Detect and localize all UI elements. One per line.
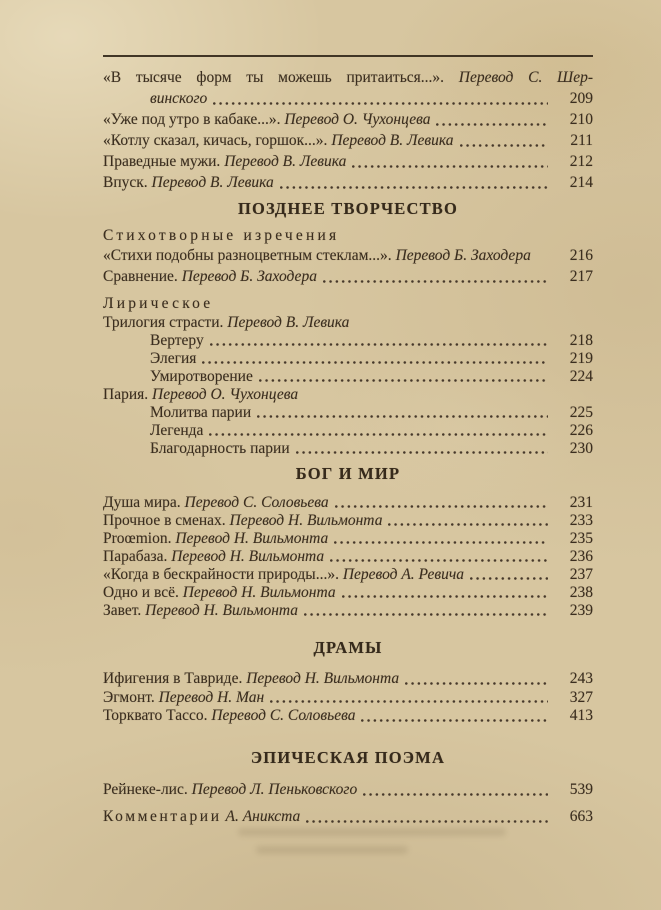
- toc-entry-commentary: [103, 807, 593, 827]
- entry-translator: Перевод О. Чухонцева: [152, 386, 299, 403]
- toc-entry: [103, 246, 593, 267]
- entry-translator: Перевод В. Левика: [224, 153, 347, 170]
- entry-page-number: 539: [569, 780, 593, 798]
- entry-translator: Перевод В. Левика: [151, 174, 274, 191]
- leader-dots: [330, 559, 548, 562]
- subsection-entries: [103, 246, 593, 287]
- entry-page-number: 210: [569, 111, 593, 128]
- leader-dots: [388, 523, 548, 526]
- entry-title: Комментарии: [103, 807, 222, 825]
- subsection-heading: Стихотворные изречения: [103, 227, 340, 244]
- entry-translator: Перевод Н. Вильмонта: [229, 512, 383, 529]
- entry-title: Вертеру: [150, 332, 204, 349]
- leader-dots: [257, 415, 548, 418]
- entry-title: Элегия: [150, 350, 197, 367]
- leader-dots: [334, 541, 548, 544]
- table-of-contents: [103, 55, 593, 827]
- section-heading: ДРАМЫ: [313, 638, 383, 657]
- leader-dots: [363, 793, 548, 796]
- entry-title: Трилогия страсти.: [103, 314, 224, 331]
- entry-translator: Перевод С. Соловьева: [184, 494, 329, 511]
- entry-title: Торквато Тассо.: [103, 707, 208, 724]
- entry-page-number: 219: [569, 350, 593, 367]
- entry-translator: Перевод Н. Вильмонта: [175, 530, 329, 547]
- entry-page-number: 224: [569, 368, 593, 385]
- toc-entry: [103, 440, 593, 458]
- toc-entry: [103, 512, 593, 530]
- toc-entry: [103, 109, 593, 130]
- entry-page-number: 216: [569, 247, 593, 264]
- entry-page-number: 214: [569, 174, 593, 191]
- entry-page-number: 327: [569, 688, 593, 706]
- entry-title: винского: [150, 90, 208, 107]
- toc-entry: [103, 368, 593, 386]
- leader-dots: [460, 144, 549, 147]
- leader-dots: [280, 186, 548, 189]
- toc-entry: [103, 422, 593, 440]
- entry-title: Прочное в сменах.: [103, 512, 226, 529]
- entry-translator: Перевод С. Шер-: [458, 69, 593, 86]
- leader-dots: [361, 719, 548, 722]
- entry-page-number: 226: [569, 422, 593, 439]
- entry-title: Молитва парии: [150, 404, 252, 421]
- entry-title: «Стихи подобны разноцветным стеклам...».: [103, 247, 392, 264]
- entry-translator: Перевод В. Левика: [227, 314, 350, 331]
- entry-translator: Перевод А. Ревича: [342, 566, 464, 583]
- toc-entry: [103, 707, 593, 726]
- entry-title: «В тысяче форм ты можешь притаиться...».: [103, 69, 445, 86]
- entry-title: Ифигения в Тавриде.: [103, 670, 243, 687]
- entry-page-number: 217: [569, 267, 593, 285]
- entry-title: Благодарность парии: [150, 440, 290, 457]
- toc-section-epic-poem: [103, 748, 593, 827]
- toc-entry: [103, 404, 593, 422]
- leader-dots: [352, 165, 548, 168]
- toc-entry: [103, 548, 593, 566]
- leader-dots: [296, 451, 548, 454]
- entry-translator: Перевод Н. Вильмонта: [246, 670, 400, 687]
- subsection-heading: Лирическое: [103, 295, 214, 312]
- toc-entry: [103, 151, 593, 172]
- entry-title: Легенда: [150, 422, 204, 439]
- entry-page-number: 243: [569, 670, 593, 687]
- leader-dots: [323, 280, 548, 283]
- toc-section-late-works: [103, 199, 593, 458]
- leader-dots: [342, 595, 548, 598]
- entry-translator: Перевод В. Левика: [331, 132, 454, 149]
- leader-dots: [304, 613, 548, 616]
- toc-entry: [103, 314, 593, 332]
- entry-page-number: 218: [569, 332, 593, 349]
- toc-section-god-and-world: [103, 464, 593, 620]
- entry-page-number: 233: [569, 512, 593, 529]
- entry-title: Эгмонт.: [103, 688, 155, 706]
- leader-dots: [270, 700, 548, 703]
- entry-translator: Перевод С. Соловьева: [211, 707, 356, 724]
- subsection-entries: [103, 314, 593, 458]
- entry-translator: Перевод Н. Вильмонта: [182, 584, 336, 601]
- toc-entry: [103, 530, 593, 548]
- toc-entry: [103, 670, 593, 689]
- toc-entry: [103, 584, 593, 602]
- toc-entry: [103, 386, 593, 404]
- entry-title: «Когда в бескрайности природы...».: [103, 566, 339, 583]
- entry-title: Праведные мужи.: [103, 153, 221, 170]
- page-showthrough-smudge: [256, 846, 408, 854]
- entry-page-number: 225: [569, 404, 593, 421]
- section-heading: ЭПИЧЕСКАЯ ПОЭМА: [250, 747, 446, 767]
- entry-title: Парабаза.: [103, 548, 168, 565]
- entry-title: Сравнение.: [103, 267, 178, 285]
- leader-dots: [213, 102, 548, 105]
- toc-entry: [103, 350, 593, 368]
- entry-page-number: 237: [569, 566, 593, 583]
- toc-entry-continuation: [103, 88, 593, 109]
- toc-entry: [103, 67, 593, 88]
- leader-dots: [470, 577, 548, 580]
- entry-translator: Перевод Б. Заходера: [181, 267, 317, 285]
- leader-dots: [209, 433, 548, 436]
- entry-page-number: 238: [569, 584, 593, 601]
- entry-page-number: 235: [569, 530, 593, 547]
- top-rule: [103, 55, 593, 57]
- entry-translator: Перевод Л. Пеньковского: [191, 780, 358, 798]
- leader-dots: [202, 361, 548, 364]
- toc-entry: [103, 780, 593, 800]
- entry-page-number: 211: [570, 132, 593, 149]
- toc-entry: [103, 494, 593, 512]
- entry-page-number: 236: [569, 548, 593, 565]
- toc-entry: [103, 267, 593, 288]
- entry-translator: Перевод Н. Ман: [158, 688, 265, 706]
- leader-dots: [335, 505, 548, 508]
- entry-translator: А. Аникста: [225, 807, 301, 825]
- entry-page-number: 239: [569, 602, 593, 619]
- entry-translator: Перевод Н. Вильмонта: [171, 548, 325, 565]
- entry-title: «Уже под утро в кабаке...».: [103, 111, 281, 128]
- entry-page-number: 663: [569, 807, 593, 825]
- leader-dots: [210, 343, 548, 346]
- toc-entry: [103, 602, 593, 620]
- leader-dots: [259, 379, 548, 382]
- toc-entry: [103, 172, 593, 193]
- entry-page-number: 209: [569, 90, 593, 107]
- section-heading: БОГ И МИР: [295, 464, 401, 483]
- entry-title: Душа мира.: [103, 494, 181, 511]
- entry-title: Рейнеке-лис.: [103, 780, 188, 798]
- entry-title: Proœmion.: [103, 530, 172, 547]
- section-heading: ПОЗДНЕЕ ТВОРЧЕСТВО: [237, 199, 459, 218]
- leader-dots: [436, 123, 548, 126]
- entry-translator: Перевод Н. Вильмонта: [145, 602, 299, 619]
- entry-title: Завет.: [103, 602, 142, 619]
- entry-title: Пария.: [103, 386, 149, 403]
- leader-dots: [306, 820, 548, 823]
- entry-title: Умиротворение: [150, 368, 253, 385]
- page-showthrough-smudge: [238, 828, 506, 836]
- entry-title: Впуск.: [103, 174, 148, 191]
- entry-page-number: 212: [569, 153, 593, 170]
- entry-translator: Перевод О. Чухонцева: [284, 111, 431, 128]
- entry-page-number: 230: [569, 440, 593, 457]
- toc-entry: [103, 130, 593, 151]
- entry-page-number: 413: [569, 707, 593, 724]
- entry-translator: Перевод Б. Заходера: [395, 247, 531, 264]
- toc-section-dramas: [103, 638, 593, 726]
- toc-section-continuation: [103, 67, 593, 193]
- toc-entry: [103, 566, 593, 584]
- entry-page-number: 231: [569, 494, 593, 511]
- entry-title: «Котлу сказал, кичась, горшок...».: [103, 132, 328, 149]
- entry-title: Одно и всё.: [103, 584, 179, 601]
- leader-dots: [405, 682, 548, 685]
- toc-entry: [103, 332, 593, 350]
- toc-entry: [103, 689, 593, 708]
